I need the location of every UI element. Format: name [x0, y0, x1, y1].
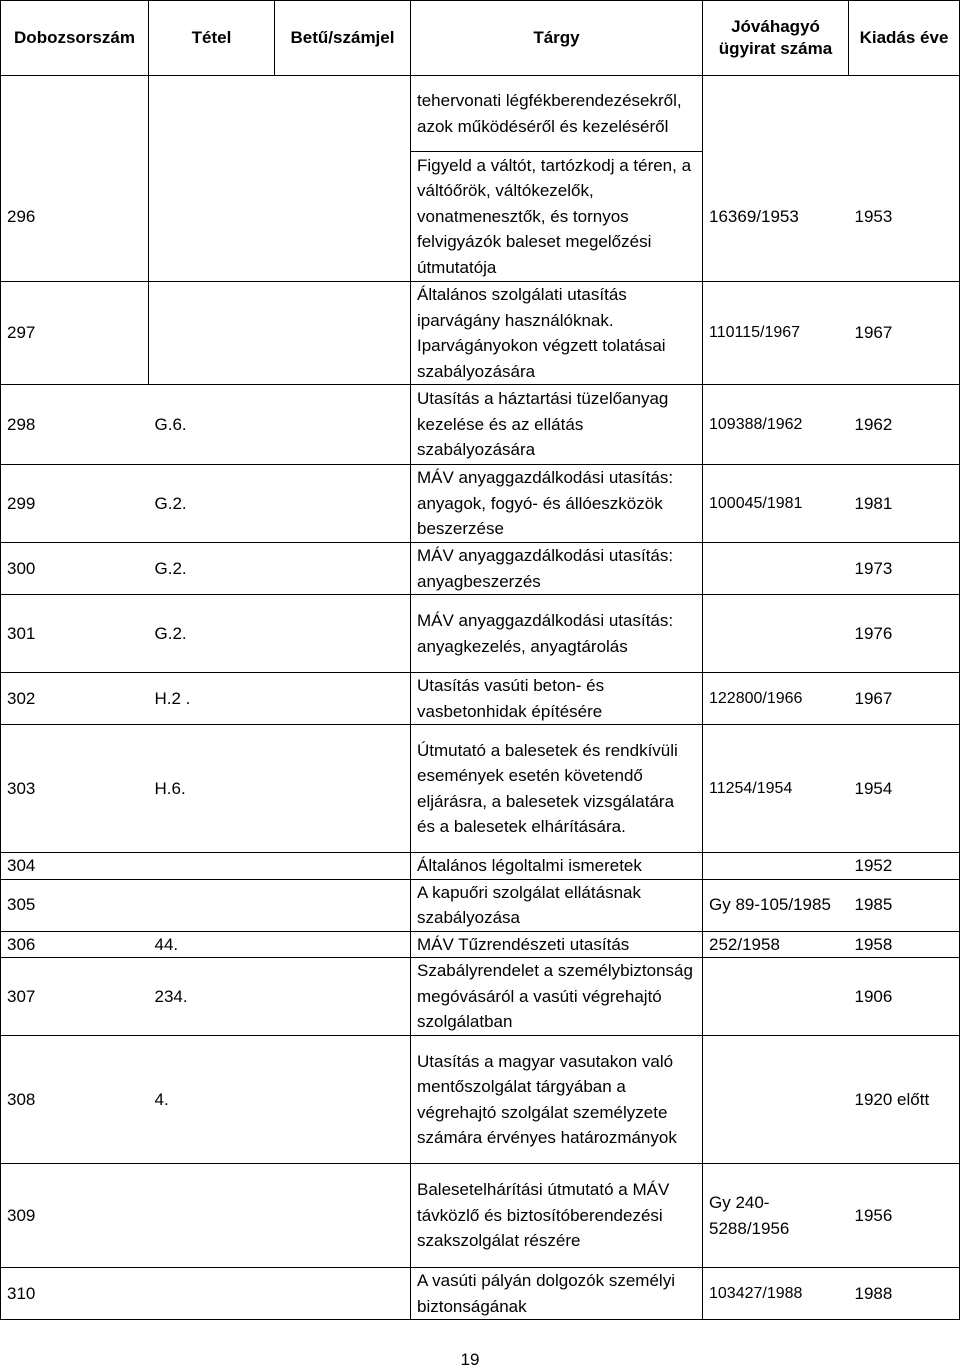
doboz-cell: 302 — [1, 673, 149, 725]
tetel-cell: 234. — [149, 958, 275, 1036]
table-row — [1, 76, 960, 152]
betu-cell — [275, 543, 411, 595]
betu-cell — [275, 152, 411, 282]
betu-cell — [275, 76, 411, 152]
header-dobozsorszam: Dobozsorszám — [1, 1, 149, 76]
ugyirat-cell: Gy 89-105/1985 — [703, 879, 849, 931]
ev-cell: 1953 — [849, 152, 960, 282]
doboz-cell: 296 — [1, 152, 149, 282]
ev-cell — [849, 76, 960, 152]
tetel-cell: G.2. — [149, 595, 275, 673]
ev-cell: 1958 — [849, 931, 960, 958]
ev-cell: 1988 — [849, 1268, 960, 1320]
header-row — [1, 1, 960, 76]
tetel-cell: H.2 . — [149, 673, 275, 725]
betu-cell — [275, 465, 411, 543]
ev-cell: 1981 — [849, 465, 960, 543]
ev-cell: 1952 — [849, 853, 960, 880]
ugyirat-cell — [703, 543, 849, 595]
targy-cell: Szabályrendelet a személybiztonság megóvásáról a vasúti végrehajtó szolgálatban — [411, 958, 703, 1036]
targy-cell: Általános légoltalmi ismeretek — [411, 853, 703, 880]
doboz-cell: 310 — [1, 1268, 149, 1320]
targy-cell: MÁV anyaggazdálkodási utasítás: anyagbeszerzés — [411, 543, 703, 595]
table-row — [1, 958, 960, 1036]
targy-cell: Utasítás vasúti beton- és vasbetonhidak építésére — [411, 673, 703, 725]
targy-cell — [411, 282, 703, 385]
tetel-cell — [149, 282, 275, 385]
tetel-cell — [149, 853, 275, 880]
betu-cell — [275, 1036, 411, 1164]
tetel-cell: G.2. — [149, 465, 275, 543]
ev-cell: 1920 előtt — [849, 1036, 960, 1164]
header-targy: Tárgy — [411, 1, 703, 76]
tetel-cell — [149, 1164, 275, 1268]
table-row — [1, 282, 960, 385]
tetel-cell: G.2. — [149, 543, 275, 595]
betu-cell — [275, 282, 411, 385]
betu-cell — [275, 931, 411, 958]
doboz-cell — [1, 76, 149, 152]
ugyirat-cell: Gy 240-5288/1956 — [703, 1164, 849, 1268]
betu-cell — [275, 595, 411, 673]
doboz-cell: 308 — [1, 1036, 149, 1164]
targy-cell: tehervonati légfékberendezésekről, azok működéséről és kezeléséről — [411, 76, 703, 152]
doboz-cell: 301 — [1, 595, 149, 673]
ugyirat-cell — [703, 958, 849, 1036]
tetel-cell — [149, 152, 275, 282]
betu-cell — [275, 725, 411, 853]
doboz-cell: 299 — [1, 465, 149, 543]
tetel-cell: 44. — [149, 931, 275, 958]
ugyirat-cell — [703, 1036, 849, 1164]
ev-cell: 1967 — [849, 282, 960, 385]
targy-cell: MÁV anyaggazdálkodási utasítás: anyagkezelés, anyagtárolás — [411, 595, 703, 673]
ugyirat-cell: 103427/1988 — [703, 1268, 849, 1320]
table-row — [1, 853, 960, 880]
tetel-cell — [149, 76, 275, 152]
ugyirat-cell: 100045/1981 — [703, 465, 849, 543]
table-row — [1, 879, 960, 931]
ugyirat-cell: 11254/1954 — [703, 725, 849, 853]
tetel-cell — [149, 879, 275, 931]
ugyirat-cell — [703, 76, 849, 152]
targy-cell: Utasítás a magyar vasutakon való mentőszolgálat tárgyában a végrehajtó szolgálat személyzete számára érvényes határozmányok — [411, 1036, 703, 1164]
table-row — [1, 1164, 960, 1268]
doboz-cell: 297 — [1, 282, 149, 385]
targy-text: Általános szolgálati utasítás iparvágány használóknak. Iparvágányokon végzett tolatásai szabályozására — [417, 285, 666, 381]
ugyirat-cell: 16369/1953 — [703, 152, 849, 282]
doboz-cell: 306 — [1, 931, 149, 958]
targy-cell: A kapuőri szolgálat ellátásnak szabályozása — [411, 879, 703, 931]
betu-cell — [275, 879, 411, 931]
targy-cell: Balesetelhárítási útmutató a MÁV távközlő és biztosítóberendezési szakszolgálat részére — [411, 1164, 703, 1268]
ev-cell: 1962 — [849, 385, 960, 465]
ugyirat-cell: 122800/1966 — [703, 673, 849, 725]
betu-cell — [275, 853, 411, 880]
ev-cell: 1906 — [849, 958, 960, 1036]
tetel-cell — [149, 1268, 275, 1320]
targy-cell: MÁV Tűzrendészeti utasítás — [411, 931, 703, 958]
table-row — [1, 465, 960, 543]
doboz-cell: 300 — [1, 543, 149, 595]
doboz-cell: 309 — [1, 1164, 149, 1268]
table-row — [1, 931, 960, 958]
table-row — [1, 385, 960, 465]
header-tetel: Tétel — [149, 1, 275, 76]
header-kiadas-eve: Kiadás éve — [849, 1, 960, 76]
ev-cell: 1973 — [849, 543, 960, 595]
ugyirat-cell: 110115/1967 — [703, 282, 849, 385]
doboz-cell: 303 — [1, 725, 149, 853]
betu-cell — [275, 958, 411, 1036]
tetel-cell: H.6. — [149, 725, 275, 853]
table-row — [1, 595, 960, 673]
tetel-cell: 4. — [149, 1036, 275, 1164]
ev-cell: 1954 — [849, 725, 960, 853]
doboz-cell: 298 — [1, 385, 149, 465]
doboz-cell: 307 — [1, 958, 149, 1036]
table-row — [1, 673, 960, 725]
targy-cell: MÁV anyaggazdálkodási utasítás: anyagok, fogyó- és állóeszközök beszerzése — [411, 465, 703, 543]
targy-cell: Figyeld a váltót, tartózkodj a téren, a váltóőrök, váltókezelők, vonatmenesztők, és tornyos felvigyázók baleset megelőzési útmutatója — [411, 152, 703, 282]
table-row — [1, 1036, 960, 1164]
table-row — [1, 543, 960, 595]
doboz-cell: 305 — [1, 879, 149, 931]
ev-cell: 1976 — [849, 595, 960, 673]
betu-cell — [275, 673, 411, 725]
table-row — [1, 1268, 960, 1320]
ugyirat-cell: 109388/1962 — [703, 385, 849, 465]
page-number: 19 — [460, 1350, 480, 1369]
tetel-cell: G.6. — [149, 385, 275, 465]
betu-cell — [275, 385, 411, 465]
betu-cell — [275, 1268, 411, 1320]
targy-cell: Utasítás a háztartási tüzelőanyag kezelése és az ellátás szabályozására — [411, 385, 703, 465]
targy-cell: Útmutató a balesetek és rendkívüli események esetén követendő eljárásra, a balesetek vizsgálatára és a balesetek elhárítására. — [411, 725, 703, 853]
table-row — [1, 725, 960, 853]
ugyirat-cell — [703, 853, 849, 880]
targy-cell: A vasúti pályán dolgozók személyi biztonságának — [411, 1268, 703, 1320]
ev-cell: 1956 — [849, 1164, 960, 1268]
ev-cell: 1985 — [849, 879, 960, 931]
ugyirat-cell — [703, 595, 849, 673]
header-jovahagyo-ugyirat: Jóváhagyó ügyirat száma — [703, 1, 849, 76]
ugyirat-cell: 252/1958 — [703, 931, 849, 958]
table-row — [1, 152, 960, 282]
ev-cell: 1967 — [849, 673, 960, 725]
header-betu-szamjel: Betű/számjel — [275, 1, 411, 76]
doboz-cell: 304 — [1, 853, 149, 880]
betu-cell — [275, 1164, 411, 1268]
